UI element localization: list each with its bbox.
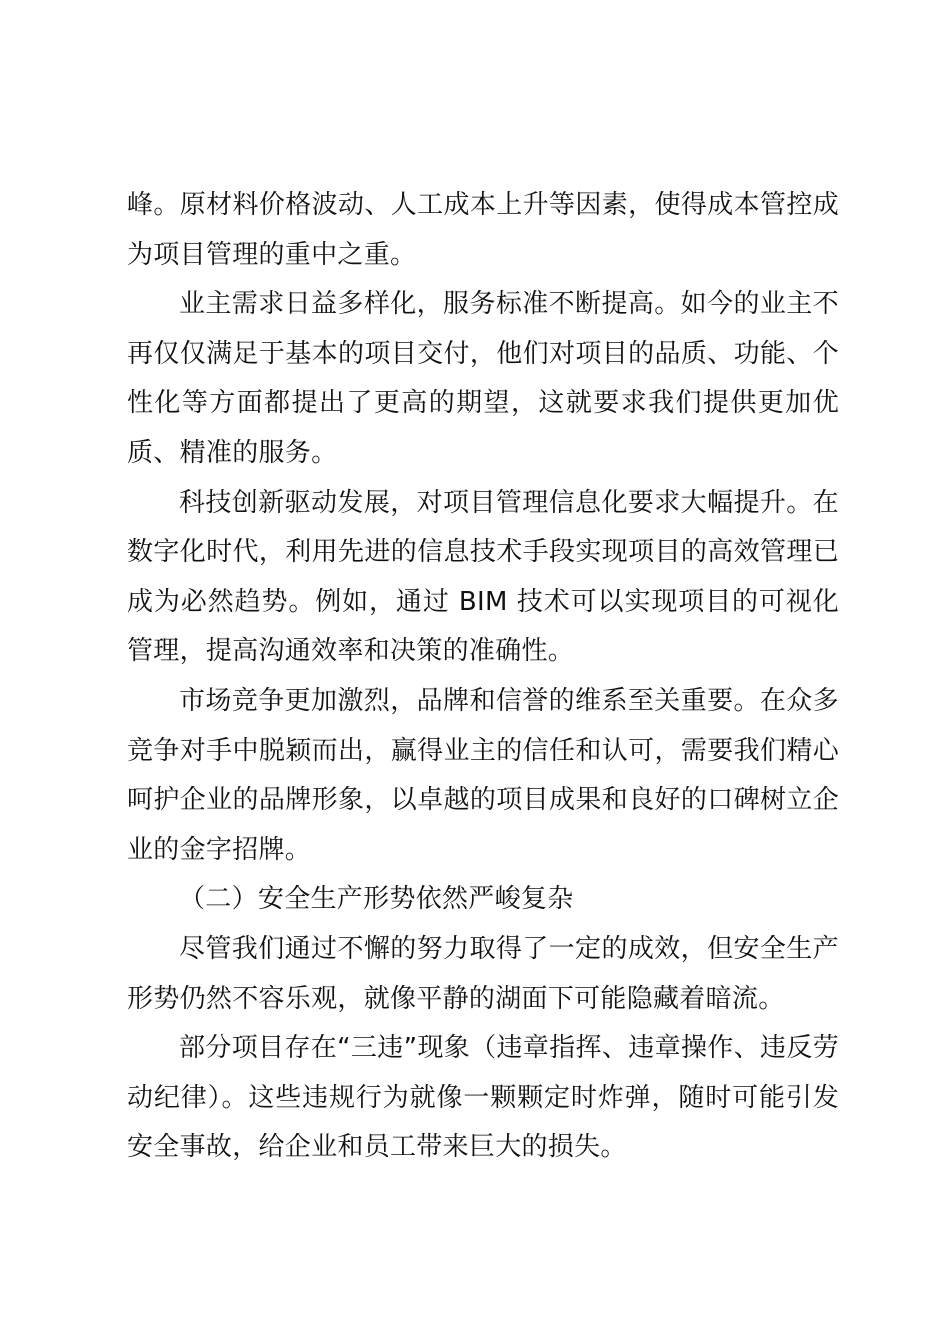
section-heading-safety: （二）安全生产形势依然严峻复杂 <box>179 884 574 915</box>
paragraph-market-competition: 市场竞争更加激烈，品牌和信誉的维系至关重要。在众多竞争对手中脱颖而出，赢得业主的信任和认可，需要我们精心呵护企业的品牌形象，以卓越的项目成果和良好的口碑树立企业的金字招牌。 <box>127 685 839 865</box>
paragraph-owner-demand: 业主需求日益多样化，服务标准不断提高。如今的业主不再仅仅满足于基本的项目交付，他们对项目的品质、功能、个性化等方面都提出了更高的期望，这就要求我们提供更加优质、精准的服务。 <box>127 289 839 468</box>
document-body <box>127 181 839 1173</box>
paragraph-continuation: 峰。原材料价格波动、人工成本上升等因素，使得成本管控成为项目管理的重中之重。 <box>127 190 839 270</box>
paragraph-three-violations: 部分项目存在“三违”现象（违章指挥、违章操作、违反劳动纪律）。这些违规行为就像一颗颗定时炸弹，随时可能引发安全事故，给企业和员工带来巨大的损失。 <box>127 1033 839 1163</box>
paragraph-safety-situation: 尽管我们通过不懈的努力取得了一定的成效，但安全生产形势仍然不容乐观，就像平静的湖面下可能隐藏着暗流。 <box>127 933 839 1014</box>
paragraph-tech-innovation: 科技创新驱动发展，对项目管理信息化要求大幅提升。在数字化时代，利用先进的信息技术手段实现项目的高效管理已成为必然趋势。例如，通过 BIM 技术可以实现项目的可视化管理，提高沟通效率和决策的准确性。 <box>127 487 839 667</box>
